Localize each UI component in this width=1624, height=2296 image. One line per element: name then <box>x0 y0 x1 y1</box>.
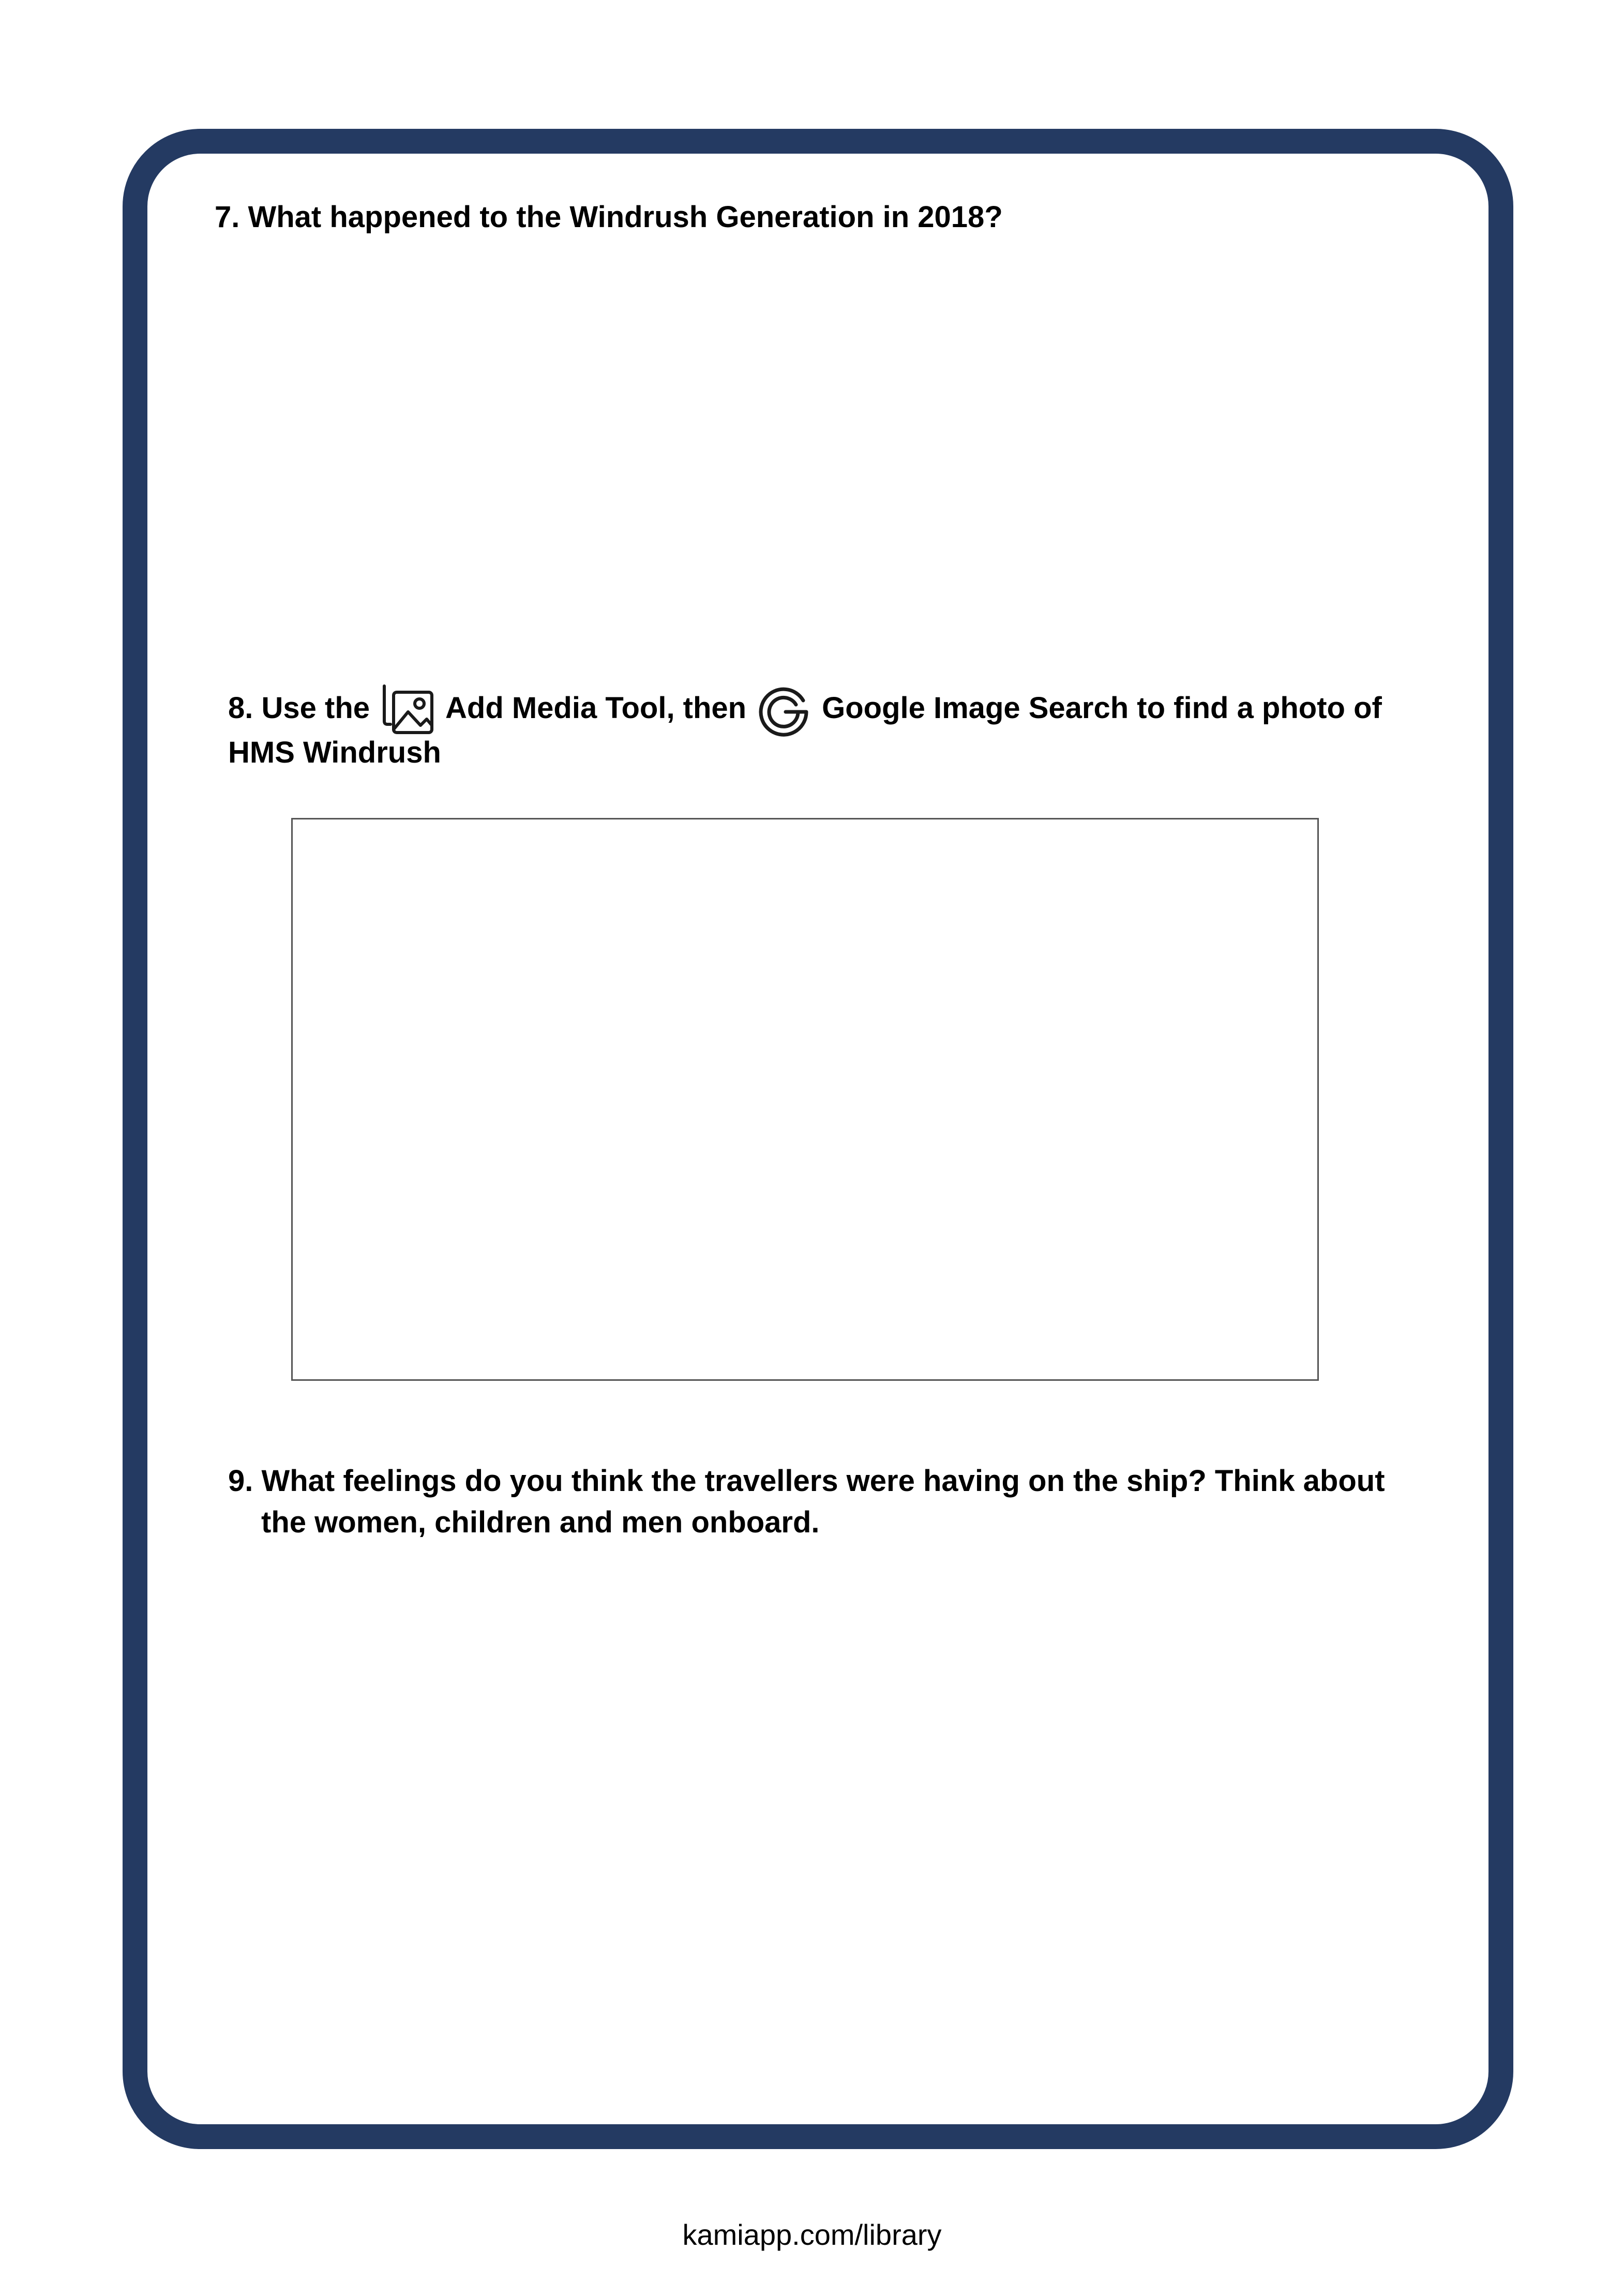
footer-url: kamiapp.com/library <box>682 2218 942 2251</box>
google-g-icon <box>756 680 813 737</box>
question-7: 7. What happened to the Windrush Generation in 2018? <box>215 200 1003 234</box>
image-gallery-icon <box>379 680 436 737</box>
question-9-line-2: the women, children and men onboard. <box>261 1505 820 1539</box>
photo-answer-box[interactable] <box>291 818 1319 1381</box>
question-8-prefix: 8. Use the <box>228 691 370 725</box>
question-8-line-2: HMS Windrush <box>228 736 441 769</box>
question-9-line-1: 9. What feelings do you think the travellers were having on the ship? Think about <box>228 1464 1385 1498</box>
question-8-media-tool-text: Add Media Tool, then <box>445 691 747 725</box>
question-8-search-text: Google Image Search to find a photo of <box>822 691 1382 725</box>
